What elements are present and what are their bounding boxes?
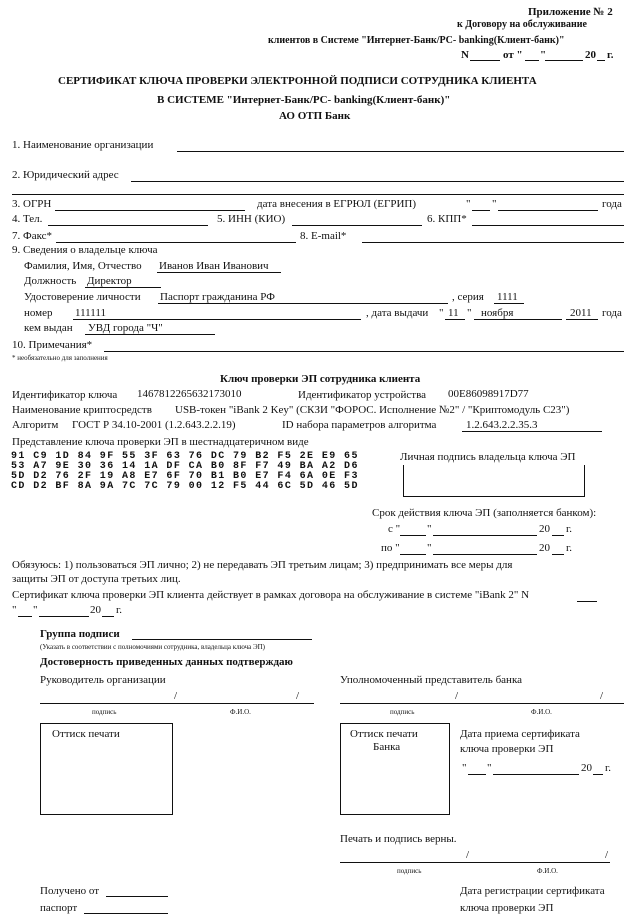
registration-label: Дата регистрации сертификата bbox=[460, 885, 605, 897]
validity-to-day[interactable] bbox=[400, 554, 426, 555]
owner-signature-box[interactable] bbox=[403, 465, 585, 497]
validity-to-label: по " bbox=[381, 542, 400, 554]
issue-quote-close: " bbox=[467, 307, 472, 319]
hex-line: 5D D2 76 2F 19 A8 E7 6F 70 B1 B0 E7 F4 6A 0E F3 bbox=[11, 471, 359, 482]
accept-month-field[interactable] bbox=[493, 774, 579, 775]
key-id-value: 1467812265632173010 bbox=[137, 388, 242, 400]
issued-by-label: кем выдан bbox=[24, 322, 73, 334]
signature-group-label: Группа подписи bbox=[40, 628, 120, 640]
validity-from-year: 20 bbox=[539, 523, 550, 535]
org-name-field[interactable] bbox=[177, 151, 624, 152]
validity-to-year: 20 bbox=[539, 542, 550, 554]
appendix-year-line bbox=[597, 60, 605, 61]
received-from-field[interactable] bbox=[106, 896, 168, 897]
validity-from-suffix: г. bbox=[566, 523, 573, 535]
accept-year-field[interactable] bbox=[593, 774, 603, 775]
doc-title: СЕРТИФИКАТ КЛЮЧА ПРОВЕРКИ ЭЛЕКТРОННОЙ ПОДПИСИ СОТРУДНИКА КЛИЕНТА bbox=[58, 75, 537, 87]
head-signature-field[interactable] bbox=[40, 703, 314, 704]
accept-date-label-2: ключа проверки ЭП bbox=[460, 743, 554, 755]
device-value: 00E86098917D77 bbox=[448, 388, 529, 400]
head-sign-caption: подпись bbox=[92, 708, 117, 716]
issue-month: ноября bbox=[481, 307, 514, 319]
head-slash-end: / bbox=[296, 690, 300, 702]
crypto-label: Наименование криптосредств bbox=[12, 404, 152, 416]
bank-sign-caption: подпись bbox=[390, 708, 415, 716]
obligation-line1: Обязуюсь: 1) пользоваться ЭП лично; 2) не передавать ЭП третьим лицам; 3) предпринимать все меры для bbox=[12, 559, 513, 571]
validity-from-day[interactable] bbox=[400, 535, 426, 536]
validity-from-month[interactable] bbox=[433, 535, 537, 536]
key-heading: Ключ проверки ЭП сотрудника клиента bbox=[220, 373, 421, 385]
accept-day-field[interactable] bbox=[468, 774, 486, 775]
verified-sign-caption: подпись bbox=[397, 867, 422, 875]
accept-date-label: Дата приема сертификата bbox=[460, 728, 580, 740]
validity-from-label: с " bbox=[388, 523, 401, 535]
verified-label: Печать и подпись верны. bbox=[340, 833, 457, 845]
tel-label: 4. Тел. bbox=[12, 213, 43, 225]
egrul-month-field[interactable] bbox=[498, 210, 598, 211]
bank-fio-caption: Ф.И.О. bbox=[531, 708, 552, 716]
contract-year-field[interactable] bbox=[102, 616, 114, 617]
kpp-field[interactable] bbox=[472, 225, 624, 226]
accept-quote-close: " bbox=[487, 762, 492, 774]
footnote: * необязательно для заполнения bbox=[12, 354, 108, 362]
contract-quote-open: " bbox=[12, 604, 17, 616]
received-from-label: Получено от bbox=[40, 885, 100, 897]
verified-slash-end: / bbox=[605, 849, 609, 861]
accept-year: 20 bbox=[581, 762, 592, 774]
legal-address-field[interactable] bbox=[131, 181, 624, 182]
hex-label: Представление ключа проверки ЭП в шестнадцатеричном виде bbox=[12, 436, 309, 448]
egrul-day-field[interactable] bbox=[472, 210, 490, 211]
fio-value: Иванов Иван Иванович bbox=[159, 260, 269, 272]
registration-label-2: ключа проверки ЭП bbox=[460, 902, 554, 914]
kpp-label: 6. КПП* bbox=[427, 213, 467, 225]
tel-field[interactable] bbox=[48, 225, 208, 226]
inn-field[interactable] bbox=[292, 225, 422, 226]
egrul-year-word: года bbox=[602, 198, 622, 210]
issue-year-word: года bbox=[602, 307, 622, 319]
verified-slash: / bbox=[466, 849, 470, 861]
param-field bbox=[462, 431, 602, 432]
issue-day-field[interactable] bbox=[445, 319, 465, 320]
param-value: 1.2.643.2.2.35.3 bbox=[466, 419, 538, 431]
verified-signature-field[interactable] bbox=[340, 862, 610, 863]
bank-slash-end: / bbox=[600, 690, 604, 702]
verified-fio-caption: Ф.И.О. bbox=[537, 867, 558, 875]
series-value: 1111 bbox=[497, 291, 518, 303]
number-value: 111111 bbox=[75, 307, 106, 319]
appendix-year-suffix: г. bbox=[607, 49, 614, 61]
key-id-label: Идентификатор ключа bbox=[12, 389, 118, 401]
issue-date-label: , дата выдачи bbox=[366, 307, 429, 319]
validity-to-month[interactable] bbox=[433, 554, 537, 555]
issue-quote-open: " bbox=[439, 307, 444, 319]
appendix-system: клиентов в Системе "Интернет-Банк/PC- banking(Клиент-банк)" bbox=[268, 35, 565, 46]
issued-by-value: УВД города "Ч" bbox=[88, 322, 163, 334]
ogrn-field[interactable] bbox=[55, 210, 245, 211]
contract-month-field[interactable] bbox=[39, 616, 89, 617]
accept-year-suffix: г. bbox=[605, 762, 612, 774]
contract-year-suffix: г. bbox=[116, 604, 123, 616]
bank-rep-label: Уполномоченный представитель банка bbox=[340, 674, 522, 686]
crypto-value: USB-токен "iBank 2 Key" (СКЗИ "ФОРОС. Исполнение №2" / "Криптомодуль С23") bbox=[175, 404, 570, 416]
bank-stamp-label-2: Банка bbox=[373, 741, 401, 753]
fax-field[interactable] bbox=[56, 242, 296, 243]
fio-label: Фамилия, Имя, Отчество bbox=[24, 260, 142, 272]
inn-label: 5. ИНН (КИО) bbox=[217, 213, 286, 225]
appendix-from-label: от " bbox=[503, 49, 523, 61]
appendix-num-label: N bbox=[461, 49, 469, 61]
appendix-quote: " bbox=[540, 49, 547, 61]
fio-field[interactable] bbox=[157, 272, 281, 273]
head-label: Руководитель организации bbox=[40, 674, 166, 686]
id-doc-value: Паспорт гражданина РФ bbox=[160, 291, 275, 303]
series-field[interactable] bbox=[494, 303, 524, 304]
contract-year: 20 bbox=[90, 604, 101, 616]
issue-day: 11 bbox=[448, 307, 459, 319]
appendix-year: 20 bbox=[585, 49, 596, 61]
issue-year: 2011 bbox=[570, 307, 592, 319]
confirm-label: Достоверность приведенных данных подтверждаю bbox=[40, 656, 293, 668]
number-label: номер bbox=[24, 307, 53, 319]
passport-label: паспорт bbox=[40, 902, 78, 914]
email-field[interactable] bbox=[362, 242, 624, 243]
client-stamp-label: Оттиск печати bbox=[52, 728, 120, 740]
id-doc-label: Удостоверение личности bbox=[24, 291, 141, 303]
validity-to-year-line[interactable] bbox=[552, 554, 564, 555]
position-value: Директор bbox=[87, 275, 132, 287]
series-label: , серия bbox=[452, 291, 484, 303]
obligation-line2: защиты ЭП от доступа третьих лиц. bbox=[12, 573, 181, 585]
legal-address-field-2[interactable] bbox=[12, 194, 624, 195]
contract-line: Сертификат ключа проверки ЭП клиента действует в рамках договора на обслуживание в системе "iBank 2" N bbox=[12, 589, 530, 601]
id-doc-field[interactable] bbox=[158, 303, 448, 304]
bank-stamp-label: Оттиск печати bbox=[350, 728, 418, 740]
head-fio-caption: Ф.И.О. bbox=[230, 708, 251, 716]
head-slash: / bbox=[174, 690, 178, 702]
contract-day-field[interactable] bbox=[18, 616, 32, 617]
owner-info-label: 9. Сведения о владельце ключа bbox=[12, 244, 158, 256]
egrul-quote-open: " bbox=[466, 198, 471, 210]
validity-from-year-line[interactable] bbox=[552, 535, 564, 536]
notes-label: 10. Примечания* bbox=[12, 339, 93, 351]
bank-signature-field[interactable] bbox=[340, 703, 624, 704]
issue-month-field[interactable] bbox=[474, 319, 562, 320]
appendix-num-line bbox=[470, 60, 500, 61]
hex-line: 91 C9 1D 84 9F 55 3F 63 76 DC 79 B2 F5 2E E9 65 bbox=[11, 451, 359, 462]
email-label: 8. E-mail* bbox=[300, 230, 347, 242]
egrul-quote-close: " bbox=[492, 198, 497, 210]
hex-line: 53 A7 9E 30 36 14 1A DF CA B0 8F F7 49 BA A2 D6 bbox=[11, 461, 359, 472]
validity-to-suffix: г. bbox=[566, 542, 573, 554]
appendix-month-line bbox=[545, 60, 583, 61]
algo-value: ГОСТ Р 34.10-2001 (1.2.643.2.2.19) bbox=[72, 419, 236, 431]
owner-signature-label: Личная подпись владельца ключа ЭП bbox=[400, 451, 576, 463]
egrul-date-label: дата внесения в ЕГРЮЛ (ЕГРИП) bbox=[257, 198, 417, 210]
appendix-day-line bbox=[525, 60, 539, 61]
device-label: Идентификатор устройства bbox=[298, 389, 427, 401]
appendix-number: Приложение № 2 bbox=[528, 6, 613, 18]
contract-quote-close: " bbox=[33, 604, 38, 616]
legal-address-label: 2. Юридический адрес bbox=[12, 169, 119, 181]
doc-bank: АО ОТП Банк bbox=[279, 110, 351, 122]
algo-label: Алгоритм bbox=[12, 419, 59, 431]
position-label: Должность bbox=[24, 275, 77, 287]
accept-quote-open: " bbox=[462, 762, 467, 774]
ogrn-label: 3. ОГРН bbox=[12, 198, 52, 210]
notes-field[interactable] bbox=[104, 351, 624, 352]
hex-line: CD D2 BF 8A 9A 7C 7C 79 00 12 F5 44 6C 5D 46 5D bbox=[11, 481, 359, 492]
validity-label: Срок действия ключа ЭП (заполняется банком): bbox=[372, 507, 597, 519]
validity-to-quote: " bbox=[427, 542, 432, 554]
passport-field[interactable] bbox=[84, 913, 168, 914]
position-field[interactable] bbox=[85, 287, 161, 288]
appendix-contract: к Договору на обслуживание bbox=[457, 19, 587, 30]
contract-number-field[interactable] bbox=[577, 601, 597, 602]
doc-subtitle: В СИСТЕМЕ "Интернет-Банк/PC- banking(Клиент-банк)" bbox=[157, 94, 451, 106]
issued-by-field[interactable] bbox=[85, 334, 215, 335]
issue-year-field[interactable] bbox=[566, 319, 598, 320]
validity-from-quote: " bbox=[427, 523, 432, 535]
signature-group-hint: (Указать в соответствии с полномочиями сотрудника, владельца ключа ЭП) bbox=[40, 643, 265, 651]
fax-label: 7. Факс* bbox=[12, 230, 53, 242]
signature-group-field[interactable] bbox=[132, 639, 312, 640]
org-name-label: 1. Наименование организации bbox=[12, 139, 154, 151]
number-field[interactable] bbox=[73, 319, 361, 320]
param-label: ID набора параметров алгоритма bbox=[282, 419, 437, 431]
bank-slash: / bbox=[455, 690, 459, 702]
